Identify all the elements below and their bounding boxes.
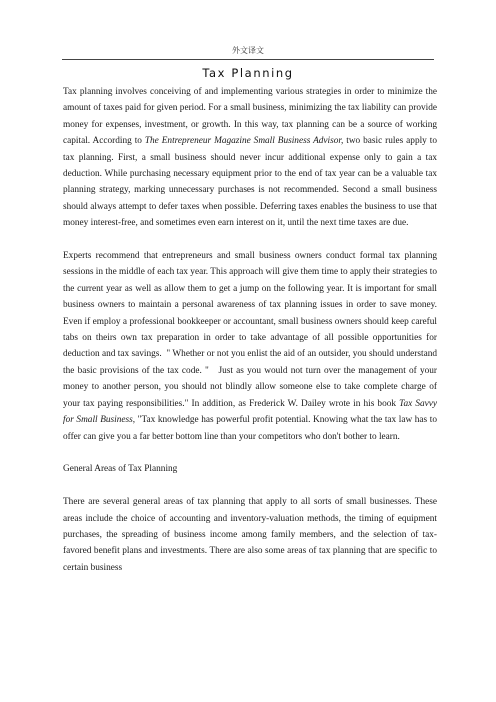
header-divider	[62, 59, 434, 60]
paragraph-experts-text-2: "Tax knowledge has powerful profit potential. Knowing what the tax law has to offer can give you a far better bottom line than your competitors who don't bother to learn.	[63, 415, 437, 442]
section-heading: General Areas of Tax Planning	[63, 464, 178, 475]
book-title: Tax Savvy for Small Business,	[63, 398, 437, 426]
source-citation: The Entrepreneur Magazine Small Business Advisor,	[144, 136, 344, 147]
paragraph-intro-text-1: Tax planning involves conceiving of and implementing various strategies in order to minimize the amount of taxes paid for given period. For a small business, minimizing the tax liability can provide money for expenses, investment, or growth. In this way, tax planning can be a source of working capital. According to	[63, 87, 437, 147]
running-header: 外文译文	[232, 46, 264, 55]
paragraph-experts-text-1: Experts recommend that entrepreneurs and small business owners conduct formal tax planning sessions in the middle of each tax year. This approach will give them time to apply their strategies to the current year as well as allow them to get a jump on the following year. It is important for small business owners to maintain a personal awareness of tax planning issues in order to save money. Even if employ a professional bookkeeper or accountant, small business owners should keep careful tabs on theirs own tax preparation in order to take advantage of all possible opportunities for deduction and tax savings. " Whether or not you enlist the aid of an outsider, you should understand the basic provisions of the tax code. " Just as you would not turn over the management of your money to another person, you should not blindly allow someone else to take complete charge of your tax paying responsibilities." In addition, as Frederick W. Dailey wrote in his book	[63, 251, 437, 409]
paragraph-intro-text-2: two basic rules apply to tax planning. First, a small business should never incur additional expense only to gain a tax deduction. While purchasing necessary equipment prior to the end of tax year can be a valuable tax planning strategy, marking unnecessary purchases is not recommended. Second a small business should always attempt to defer taxes when possible. Deferring taxes enables the business to use that money interest-free, and sometimes even earn interest on it, until the next time taxes are due.	[63, 136, 437, 229]
paragraph-intro	[63, 84, 437, 232]
document-title: Tax Planning	[202, 66, 294, 80]
paragraph-general-areas: There are several general areas of tax planning that apply to all sorts of small businesses. These areas include the choice of accounting and inventory-valuation methods, the timing of equipment purchases, the spreading of business income among family members, and the selection of tax-favored benefit plans and investments. There are also some areas of tax planning that are specific to certain business	[63, 497, 437, 573]
document-body	[63, 84, 437, 593]
paragraph-experts	[63, 248, 437, 445]
